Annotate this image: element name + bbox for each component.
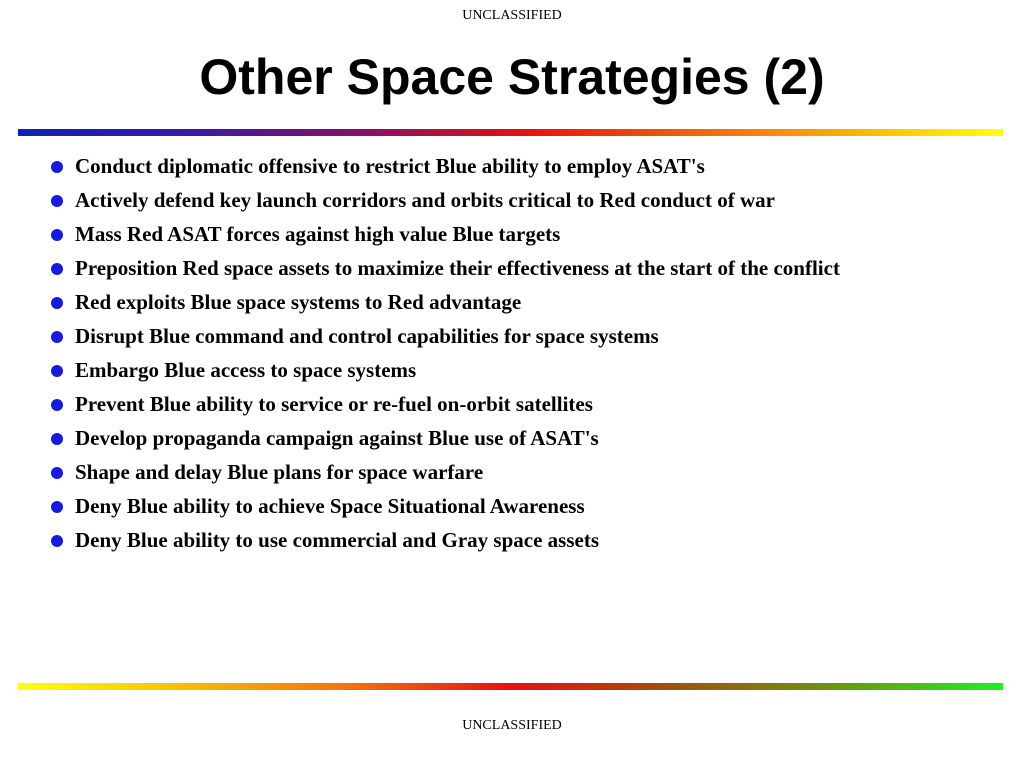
bullet-dot-icon xyxy=(51,161,63,173)
bullet-dot-icon xyxy=(51,263,63,275)
bullet-dot-icon xyxy=(51,501,63,513)
bullet-dot-icon xyxy=(51,535,63,547)
bullet-item xyxy=(50,358,950,382)
bullet-item xyxy=(50,392,950,416)
bullet-item xyxy=(50,494,950,518)
bullet-dot-icon xyxy=(51,229,63,241)
bullet-text: Shape and delay Blue plans for space warfare xyxy=(75,460,484,484)
bullet-item xyxy=(50,460,950,484)
bullet-dot-icon xyxy=(51,331,63,343)
bullet-text: Disrupt Blue command and control capabilities for space systems xyxy=(75,324,659,348)
bullet-item xyxy=(50,290,950,314)
bullet-item xyxy=(50,324,950,348)
bullet-item xyxy=(50,426,950,450)
bullet-item xyxy=(50,256,950,280)
bullet-text: Embargo Blue access to space systems xyxy=(75,358,417,382)
bullet-text: Actively defend key launch corridors and orbits critical to Red conduct of war xyxy=(75,188,775,212)
bullet-dot-icon xyxy=(51,467,63,479)
bullet-text: Deny Blue ability to use commercial and Gray space assets xyxy=(75,528,599,552)
bullet-text: Develop propaganda campaign against Blue use of ASAT's xyxy=(75,426,599,450)
bullet-text: Prevent Blue ability to service or re-fuel on-orbit satellites xyxy=(75,392,593,416)
bullet-text: Conduct diplomatic offensive to restrict Blue ability to employ ASAT's xyxy=(75,154,705,178)
bullet-dot-icon xyxy=(51,433,63,445)
bullet-dot-icon xyxy=(51,399,63,411)
bullet-dot-icon xyxy=(51,365,63,377)
footer-gradient-divider xyxy=(18,683,1003,690)
bullet-list xyxy=(50,154,950,562)
bullet-item xyxy=(50,222,950,246)
bullet-dot-icon xyxy=(51,297,63,309)
bullet-text: Deny Blue ability to achieve Space Situational Awareness xyxy=(75,494,585,518)
bullet-item xyxy=(50,154,950,178)
bullet-item xyxy=(50,528,950,552)
bullet-text: Mass Red ASAT forces against high value Blue targets xyxy=(75,222,561,246)
bullet-item xyxy=(50,188,950,212)
bullet-dot-icon xyxy=(51,195,63,207)
title-gradient-divider xyxy=(18,129,1003,136)
bullet-text: Red exploits Blue space systems to Red advantage xyxy=(75,290,522,314)
classification-banner-bottom: UNCLASSIFIED xyxy=(462,718,562,733)
slide-title: Other Space Strategies (2) xyxy=(199,49,825,105)
bullet-text: Preposition Red space assets to maximize their effectiveness at the start of the conflict xyxy=(75,256,840,280)
classification-banner-top: UNCLASSIFIED xyxy=(462,8,562,23)
